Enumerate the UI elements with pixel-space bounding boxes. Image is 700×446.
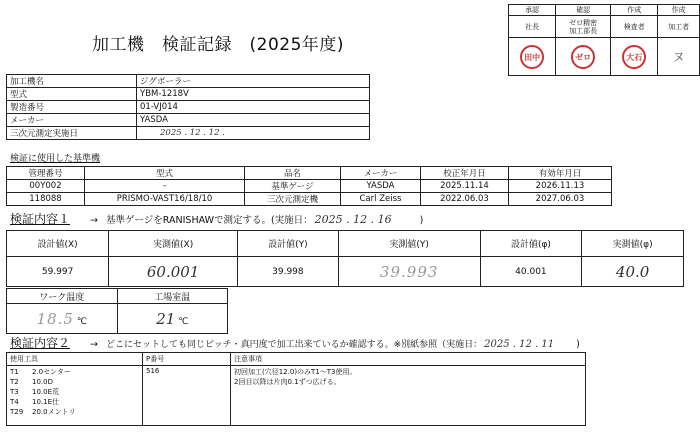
seal-stamp-icon: ゼロ: [571, 45, 595, 69]
col-header: 使用工具: [7, 353, 143, 366]
stamp-cell: [556, 38, 611, 76]
design-phi: 40.001: [480, 257, 582, 287]
section2-text: どこにセットしても同じピッチ・真円度で加工出来ているか確認する。※別紙参照（実施日：: [105, 340, 483, 350]
machine-label: メーカー: [7, 114, 137, 127]
note-line: 2回目以降は片肉0.1ずつ広げる。: [234, 378, 341, 386]
cell: YASDA: [341, 180, 421, 193]
stamp-title: [556, 16, 611, 38]
section1-line: [10, 210, 423, 227]
work-temp: 18.5 ℃: [7, 304, 118, 334]
list-item: T3 10.0E荒: [10, 388, 60, 396]
seal-stamp-icon: 田中: [520, 45, 544, 69]
list-item: T2 10.0D: [10, 378, 53, 386]
list-item: T1 2.0センター: [10, 368, 71, 376]
stamp-role: 承認: [509, 5, 556, 16]
temperature-table: [6, 288, 228, 334]
stamp-title: 検査者: [611, 16, 658, 38]
design-y: 39.998: [238, 257, 339, 287]
col-header: 校正年月日: [421, 167, 509, 180]
signature: ヌ: [672, 50, 685, 64]
machine-value: YASDA: [137, 114, 370, 127]
machine-label: 製造番号: [7, 101, 137, 114]
section1-heading: 検証内容１: [10, 212, 71, 226]
section1-date: 2025 . 12 . 16: [314, 213, 392, 226]
col-header: 品名: [245, 167, 341, 180]
reference-heading: 検証に使用した基準機: [10, 154, 101, 164]
col-header: 設計値(X): [7, 231, 109, 257]
col-header: 注意事項: [231, 353, 586, 366]
measured-phi: 40.0: [582, 257, 684, 287]
cell: PRISMO-VAST16/18/10: [85, 193, 245, 206]
col-header: 実測値(Y): [338, 231, 480, 257]
cell: 2022.06.03: [421, 193, 509, 206]
section2-heading: 検証内容２: [10, 336, 71, 350]
stamp-role: 作成: [611, 5, 658, 16]
col-header: P番号: [143, 353, 231, 366]
stamp-title-line1: ゼロ精密: [569, 18, 598, 27]
machine-label: 型式: [7, 88, 137, 101]
section2-line: [10, 334, 580, 351]
cell: 基準ゲージ: [245, 180, 341, 193]
col-header: メーカー: [341, 167, 421, 180]
approval-stamp-table: [508, 4, 700, 76]
measured-y: 39.993: [338, 257, 480, 287]
col-header: 設計値(φ): [480, 231, 582, 257]
seal-stamp-icon: 大石: [622, 45, 646, 69]
machine-info-table: [6, 74, 370, 140]
cell: 00Y002: [7, 180, 85, 193]
room-temp: 21 ℃: [117, 304, 227, 334]
measure-date: 2025 . 12 . 12 .: [137, 127, 370, 140]
list-item: T4 10.1E仕: [10, 398, 60, 406]
stamp-title: 加工者: [658, 16, 700, 38]
stamp-role: 確認: [556, 5, 611, 16]
stamp-cell: [509, 38, 556, 76]
stamp-cell: [611, 38, 658, 76]
machine-value: ジグボーラー: [137, 75, 370, 88]
col-header: 実測値(φ): [582, 231, 684, 257]
list-item: T29 20.0メントリ: [10, 408, 76, 416]
cell: 2025.11.14: [421, 180, 509, 193]
col-header: 工場室温: [117, 289, 227, 304]
col-header: ワーク温度: [7, 289, 118, 304]
design-x: 59.997: [7, 257, 109, 287]
col-header: 管理番号: [7, 167, 85, 180]
stamp-role: 作成: [658, 5, 700, 16]
cell: 2026.11.13: [509, 180, 612, 193]
machine-value: YBM-1218V: [137, 88, 370, 101]
cell: Carl Zeiss: [341, 193, 421, 206]
measurement-table: [6, 230, 684, 287]
cell: 2027.06.03: [509, 193, 612, 206]
measured-x: 60.001: [109, 257, 238, 287]
tools-table: [6, 352, 586, 426]
cell: 三次元測定機: [245, 193, 341, 206]
cell: -: [85, 180, 245, 193]
arrow-icon: →: [90, 339, 98, 350]
section2-close: ): [576, 339, 580, 350]
section2-date: 2025 . 12 . 11: [484, 339, 555, 350]
arrow-icon: →: [90, 215, 98, 226]
col-header: 型式: [85, 167, 245, 180]
col-header: 有効年月日: [509, 167, 612, 180]
machine-label: 三次元測定実施日: [7, 127, 137, 140]
machine-label: 加工機名: [7, 75, 137, 88]
cell: 118088: [7, 193, 85, 206]
section1-close: ): [419, 215, 424, 226]
p-number: 516: [143, 366, 231, 426]
machine-value: 01-VJ014: [137, 101, 370, 114]
notes: [231, 366, 586, 426]
section1-text: 基準ゲージをRANISHAWで測定する。(実施日：: [105, 215, 313, 226]
page-title: 加工機 検証記録 (2025年度): [92, 35, 345, 55]
stamp-title: 社長: [509, 16, 556, 38]
tool-list: [7, 366, 143, 426]
stamp-title-line2: 加工部長: [569, 26, 598, 35]
col-header: 設計値(Y): [238, 231, 339, 257]
note-line: 初回加工(穴径12.0)のみT1～T3使用。: [234, 368, 357, 376]
reference-equipment-table: [6, 166, 612, 206]
stamp-cell: [658, 38, 700, 76]
col-header: 実測値(X): [109, 231, 238, 257]
